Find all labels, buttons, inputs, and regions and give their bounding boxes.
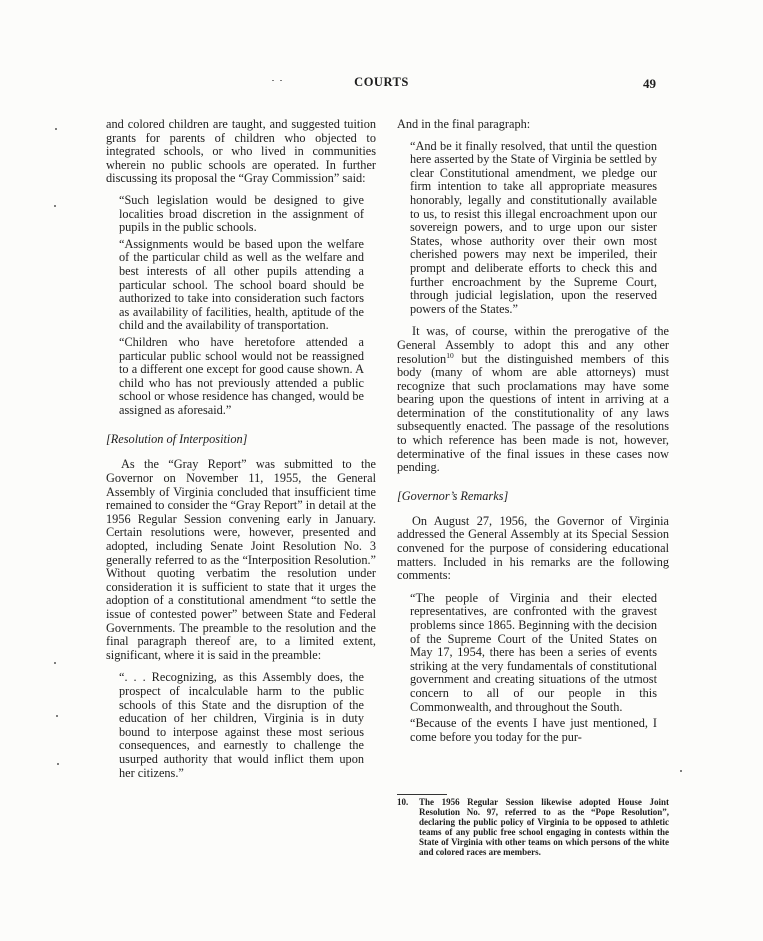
block-quote-final-resolution xyxy=(397,140,669,317)
footnote-number: 10. xyxy=(397,797,409,807)
quote-paragraph: “And be it finally resolved, that until the question here asserted by the State of Virginia be settled by clear Constitutional amendment, we pledge our firm intention to take all appropriate measures honorably, legally and constitutionally available to us, to resist this illegal encroachment upon our sovereign powers, and to urge upon our sister States, whose authority over their own most cherished powers may next be imperiled, their prompt and deliberate efforts to check this and further encroachment by the Supreme Court, through judicial legislation, upon the reserved powers of the States.” xyxy=(410,138,657,316)
block-quote-preamble xyxy=(106,671,376,780)
paragraph-final-paragraph-lead: And in the final paragraph: xyxy=(397,117,531,131)
paragraph-text: It was, of course, within the prerogative of the General Assembly to adopt this and any other resolution xyxy=(397,324,669,366)
right-column xyxy=(397,118,669,753)
paragraph-prerogative xyxy=(397,325,669,475)
left-column xyxy=(106,118,376,789)
section-heading-governors-remarks: [Governor’s Remarks] xyxy=(397,488,509,503)
quote-paragraph: “Because of the events I have just mentioned, I come before you today for the pur- xyxy=(410,716,657,744)
quote-paragraph: “Children who have heretofore attended a particular public school would not be reassigned to a different one except for good cause shown. A child who has not previously attended a public school or whose residence has changed, would be assigned as aforesaid.” xyxy=(119,334,364,417)
paragraph-text: but the distinguished members of this body (many of whom are able attorneys) must recognize that such proclamations may have some bearing upon the questions of intent in arriving at a determination of the constitutionality of any laws subsequently enacted. The passage of the resolutions to which reference has been made is not, however, determinative of the final issues in these cases now pending. xyxy=(397,351,669,475)
scan-speck xyxy=(272,80,274,81)
quote-paragraph: “Assignments would be based upon the welfare of the particular child as well as the welfare and best interests of all other pupils attending a particular school. The school board should be authorized to take into consideration such factors as availability of facilities, health, aptitude of the child and the availability of transportation. xyxy=(119,236,364,333)
paragraph-governor-address: On August 27, 1956, the Governor of Virginia addressed the General Assembly at its Special Session convened for the purpose of considering educational matters. Included in his remarks are the following comments: xyxy=(397,513,669,583)
paragraph-gray-commission-intro: and colored children are taught, and suggested tuition grants for parents of children who objected to integrated schools, or who lived in communities wherein no public schools are operated. In further discussing its proposal the “Gray Commission” said: xyxy=(106,117,376,186)
scan-speck xyxy=(54,205,56,207)
scan-speck xyxy=(57,763,59,765)
block-quote-governor xyxy=(397,592,669,745)
quote-paragraph: “Such legislation would be designed to give localities broad discretion in the assignment of pupils in the public schools. xyxy=(119,192,364,235)
section-heading-interposition: [Resolution of Interposition] xyxy=(106,432,248,447)
footnote-text: The 1956 Regular Session likewise adopted House Joint Resolution No. 97, referred to as the “Pope Resolution”, declaring the public policy of Virginia to be opposed to athletic teams of any public free school engaging in contests within the State of Virginia with other teams on which persons of the white and colored races are members. xyxy=(419,797,669,857)
block-quote-gray-commission xyxy=(106,194,376,418)
scan-speck xyxy=(55,128,57,130)
scan-speck xyxy=(680,770,682,772)
paragraph-gray-report: As the “Gray Report” was submitted to the Governor on November 11, 1955, the General Assembly of Virginia concluded that insufficient time remained to consider the “Gray Report” in detail at the 1956 Regular Session convening early in January. Certain resolutions were, however, presented and adopted, including Senate Joint Resolution No. 3 generally referred to as the “Interposition Resolution.” Without quoting verbatim the resolution under consideration it is sufficient to state that it urges the adoption of a constitutional amendment “to settle the issue of contested power” between State and Federal Governments. The preamble to the resolution and the final paragraph thereof are, to a limited extent, significant, where it is said in the preamble: xyxy=(106,457,376,662)
footnote-reference: 10 xyxy=(446,350,454,360)
scan-speck xyxy=(280,80,282,81)
scan-speck xyxy=(56,715,58,717)
page-number: 49 xyxy=(643,76,656,91)
scan-speck xyxy=(54,662,56,664)
quote-paragraph: “. . . Recognizing, as this Assembly does, the prospect of incalculable harm to the public schools of this State and the disruption of the education of her children, Virginia is in duty bound to interpose against these most serious consequences, and earnestly to challenge the usurped authority that would inflict them upon her citizens.” xyxy=(119,670,364,780)
running-header-title: COURTS xyxy=(354,75,409,89)
footnote-divider xyxy=(397,794,447,795)
quote-paragraph: “The people of Virginia and their elected representatives, are confronted with the gravest problems since 1865. Beginning with the decision of the Supreme Court of the United States on May 17, 1954, there has been a series of events striking at the very fundamentals of constitutional government and creating situations of the utmost concern to all of our people in this Commonwealth, and throughout the South. xyxy=(410,590,657,714)
footnote xyxy=(397,797,669,857)
